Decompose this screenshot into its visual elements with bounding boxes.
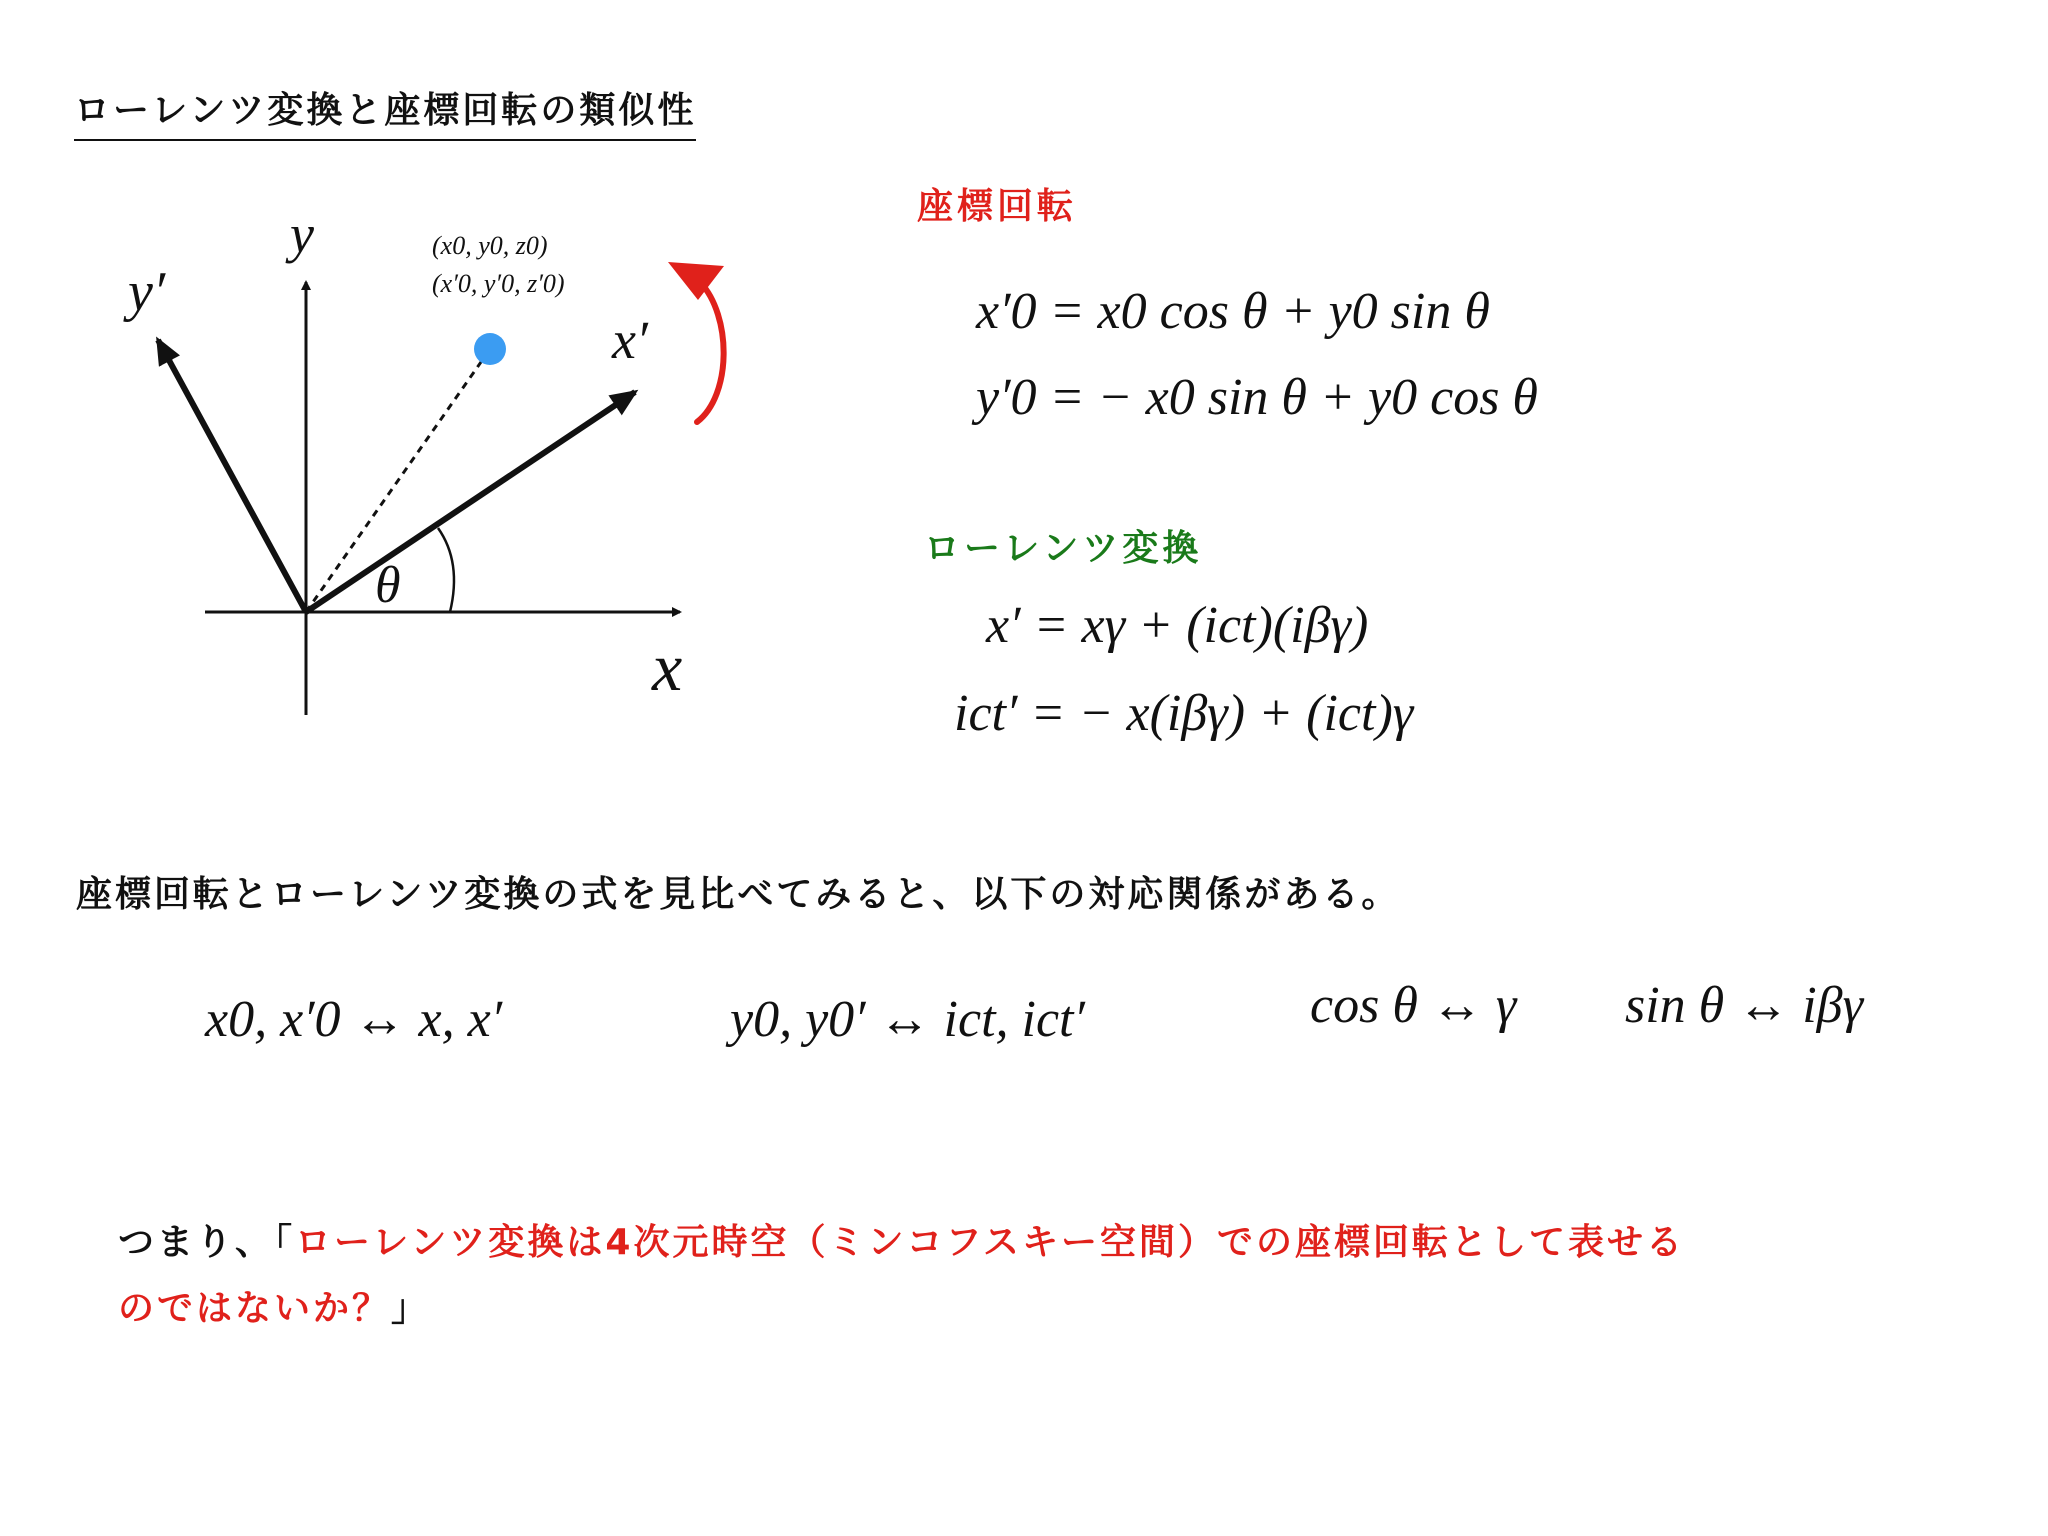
conclusion-line-1 xyxy=(118,1214,1685,1265)
rotation-section-title: 座標回転 xyxy=(917,186,1078,227)
point-label-rotated: (x′0, y′0, z′0) xyxy=(432,269,565,298)
axis-y-prime-label: y′ xyxy=(128,261,166,323)
rotation-equation-1: x′0 = x0 cos θ + y0 sin θ xyxy=(976,283,1490,340)
correspondence-x: x0, x′0 ↔ x, x′ xyxy=(205,991,503,1048)
coordinate-rotation-diagram xyxy=(120,200,760,740)
angle-arc xyxy=(438,528,454,612)
lorentz-section-title: ローレンツ変換 xyxy=(924,528,1203,569)
conclusion-line-2 xyxy=(118,1280,430,1331)
axis-y-label: y xyxy=(290,204,314,264)
lorentz-equation-2: ict′ = − x(iβγ) + (ict)γ xyxy=(954,685,1414,742)
axis-x-prime-label: x′ xyxy=(612,310,648,370)
conclusion-suffix: 」 xyxy=(391,1288,431,1329)
x-prime-axis-line xyxy=(306,392,635,612)
point-marker xyxy=(474,333,506,365)
conclusion-prefix: つまり、「 xyxy=(118,1222,296,1263)
point-label-original: (x0, y0, z0) xyxy=(432,231,548,260)
comparison-statement: 座標回転とローレンツ変換の式を見比べてみると、以下の対応関係がある。 xyxy=(76,874,1401,915)
conclusion-highlight-1: ローレンツ変換は4次元時空（ミンコフスキー空間）での座標回転として表せる xyxy=(295,1222,1686,1263)
rotation-arrow xyxy=(697,282,724,422)
correspondence-sin: sin θ ↔ iβγ xyxy=(1625,977,1864,1034)
rotation-equation-2: y′0 = − x0 sin θ + y0 cos θ xyxy=(976,369,1538,426)
page-title: ローレンツ変換と座標回転の類似性 xyxy=(74,82,696,141)
rotation-arrowhead xyxy=(668,262,724,300)
lorentz-equation-1: x′ = xγ + (ict)(iβγ) xyxy=(986,597,1369,654)
angle-label: θ xyxy=(375,557,401,614)
y-prime-axis-line xyxy=(158,340,306,612)
correspondence-cos: cos θ ↔ γ xyxy=(1310,977,1517,1034)
axis-x-label: x xyxy=(652,629,683,705)
correspondence-y: y0, y0′ ↔ ict, ict′ xyxy=(730,991,1085,1048)
conclusion-highlight-2: のではないか？ xyxy=(118,1288,392,1329)
